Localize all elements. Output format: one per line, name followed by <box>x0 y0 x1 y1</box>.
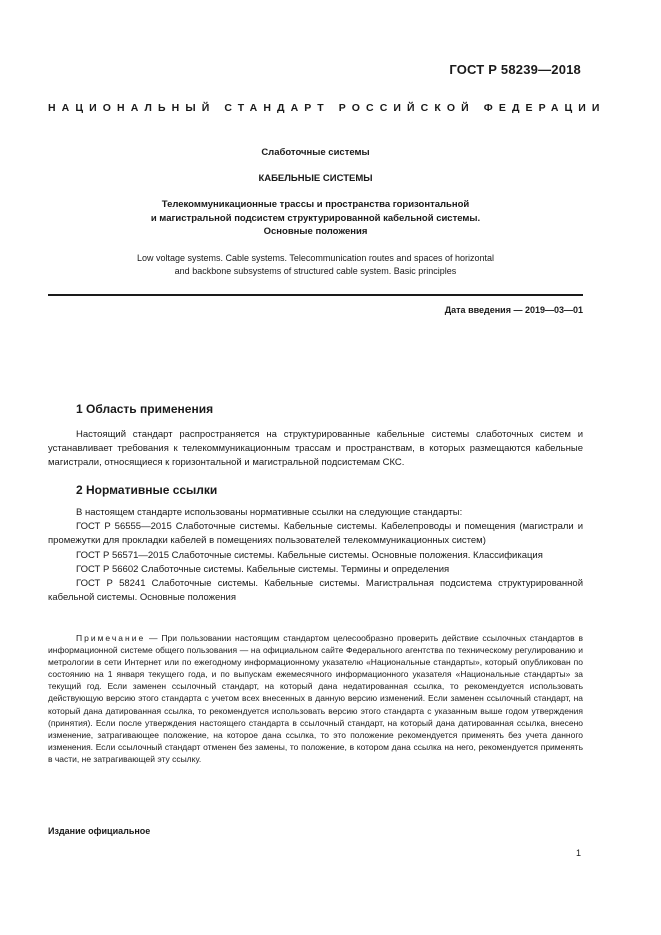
title-english-line-2: and backbone subsystems of structured cable system. Basic principles <box>174 265 457 276</box>
references-note <box>48 632 583 765</box>
references-intro: В настоящем стандарте использованы нормативные ссылки на следующие стандарты: <box>76 507 463 518</box>
title-divider <box>48 294 583 296</box>
normative-references <box>48 506 583 605</box>
section-1-body: Настоящий стандарт распространяется на структурированные кабельные системы слаботочных систем и устанавливает требования к телекоммуникационным трассам и пространствам, в которых размещаются кабельные магистрали, относящиеся к горизонтальной и магистральной подсистемам СКС. <box>48 429 583 469</box>
standard-code: ГОСТ Р 58239—2018 <box>449 62 581 77</box>
reference-item: ГОСТ Р 56602 Слаботочные системы. Кабельные системы. Термины и определения <box>76 563 450 575</box>
note-text: — При пользовании настоящим стандартом целесообразно проверить действие ссылочных стандартов в информационной системе общего пользования — на официальном сайте Федерального агентства по техническому регулированию и метрологии в сети Интернет или по ежегодному информационному указателю «Национальные стандарты», который опубликован по состоянию на 1 января текущего года, и по выпускам ежемесячного информационного указателя «Национальные стандарты» за текущий год. Если заменен ссылочный стандарт, на который дана недатированная ссылка, то рекомендуется использовать действующую версию этого стандарта с учетом всех внесенных в данную версию изменений. Если заменен ссылочный стандарт, на который дана датированная ссылка, то рекомендуется использовать версию этого стандарта с указанным выше годом утверждения (принятия). Если после утверждения настоящего стандарта в ссылочный стандарт, на который дана датированная ссылка, внесено изменение, затрагивающее положение, на которое дана ссылка, то это положение рекомендуется применять без учета данного изменения. Если ссылочный стандарт отменен без замены, то положение, в котором дана ссылка на него, рекомендуется применять в части, не затрагивающей эту ссылку. <box>48 633 583 764</box>
title-english-line-1: Low voltage systems. Cable systems. Telecommunication routes and spaces of horizontal <box>136 253 494 263</box>
title-line-3c: Основные положения <box>263 226 368 237</box>
title-line-3a: Телекоммуникационные трассы и пространства горизонтальной <box>161 199 470 210</box>
title-line-1: Слаботочные системы <box>261 147 370 158</box>
page-number: 1 <box>575 848 581 858</box>
official-edition-label: Издание официальное <box>48 826 151 836</box>
introduction-date: Дата введения — 2019—03—01 <box>444 305 583 315</box>
title-english <box>48 252 583 277</box>
title-line-2: КАБЕЛЬНЫЕ СИСТЕМЫ <box>258 173 373 184</box>
national-standard-heading: НАЦИОНАЛЬНЫЙ СТАНДАРТ РОССИЙСКОЙ ФЕДЕРАЦИИ <box>48 102 606 114</box>
section-1-text <box>48 428 583 471</box>
title-line-3 <box>48 198 583 239</box>
reference-item: ГОСТ Р 58241 Слаботочные системы. Кабельные системы. Магистральная подсистема структурированной кабельной системы. Основные положения <box>48 578 583 604</box>
section-2-heading: 2 Нормативные ссылки <box>76 483 218 497</box>
section-1-heading: 1 Область применения <box>76 402 214 416</box>
reference-item: ГОСТ Р 56571—2015 Слаботочные системы. Кабельные системы. Основные положения. Классификация <box>76 549 543 561</box>
reference-item: ГОСТ Р 56555—2015 Слаботочные системы. Кабельные системы. Кабелепроводы и помещения (магистрали и промежутки для прокладки кабелей в помещениях пользователей телекоммуникационных систем) <box>48 521 583 547</box>
title-line-3b: и магистральной подсистем структурированной кабельной системы. <box>150 212 481 224</box>
note-label: Примечание <box>76 633 146 643</box>
